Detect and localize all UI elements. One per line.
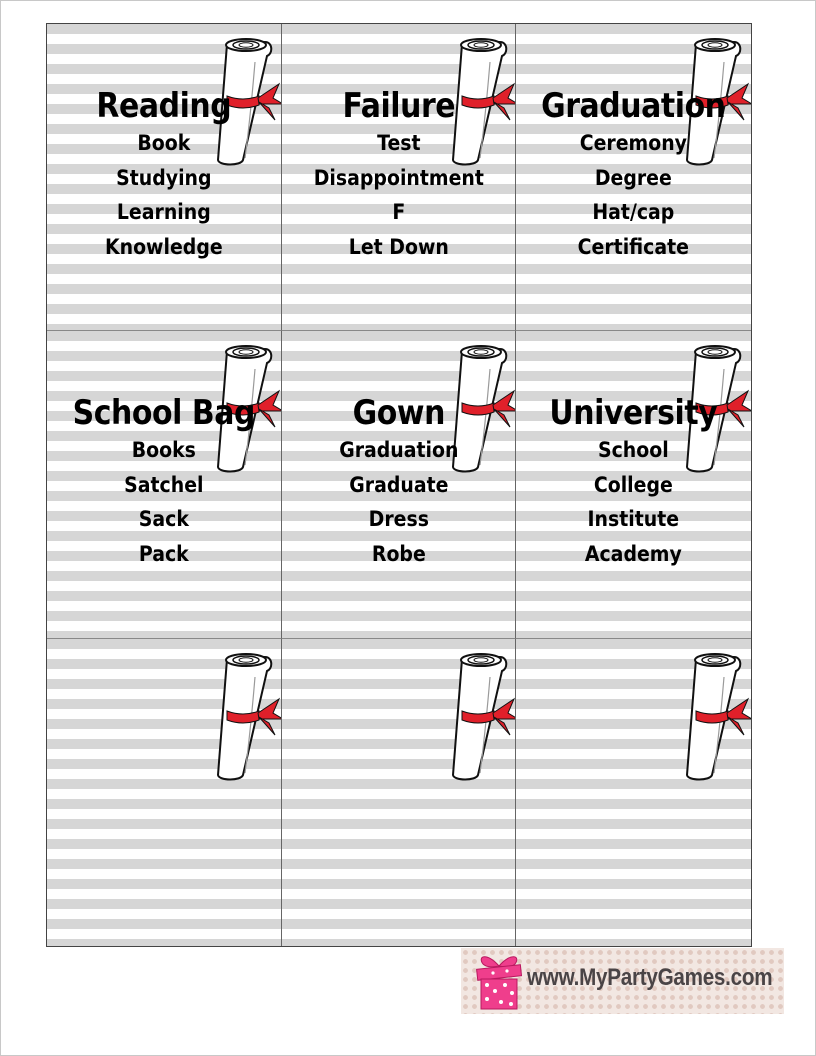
card-word: Satchel (124, 472, 204, 497)
card-word: Academy (585, 541, 683, 566)
card-title: Reading (96, 86, 232, 126)
card-word: Let Down (348, 234, 449, 259)
card-school-bag (47, 331, 282, 638)
site-logo[interactable] (461, 948, 784, 1014)
card-word: Studying (116, 165, 212, 190)
card-word: Book (137, 131, 191, 155)
card-title: University (549, 393, 718, 434)
card-word: Hat/cap (592, 200, 675, 224)
card-word: Test (376, 131, 421, 155)
site-url[interactable]: www.MyPartyGames.com (527, 964, 773, 991)
card-gown (282, 331, 517, 638)
card-word: Robe (371, 541, 426, 566)
card-word: Learning (116, 200, 211, 224)
card-word: Graduate (348, 472, 449, 497)
card-word: Institute (587, 507, 680, 532)
card-graduation (516, 24, 751, 331)
gift-box-icon (471, 950, 527, 1012)
card-word: Ceremony (580, 131, 688, 155)
card-word: College (594, 472, 674, 497)
card-word: F (392, 200, 405, 224)
card-title: Gown (352, 393, 445, 434)
diploma-scroll-icon (684, 653, 751, 781)
card-title: School Bag (72, 393, 256, 434)
card-blank (516, 639, 751, 946)
card-blank (47, 639, 282, 946)
card-failure (282, 24, 517, 331)
card-word: Disappointment (313, 165, 484, 190)
card-word: Knowledge (104, 234, 223, 259)
card-word: Pack (138, 541, 189, 566)
card-word: Certificate (577, 234, 690, 259)
card-word: Graduation (338, 438, 459, 463)
card-reading (47, 24, 282, 331)
card-word: Books (131, 438, 196, 463)
diploma-scroll-icon (215, 653, 282, 781)
card-word: Degree (595, 165, 673, 190)
card-title: Graduation (541, 86, 726, 126)
diploma-scroll-icon (450, 653, 517, 781)
card-university (516, 331, 751, 638)
card-word: Dress (368, 507, 429, 532)
card-word: School (598, 438, 670, 463)
card-grid (46, 23, 752, 947)
card-blank (282, 639, 517, 946)
card-word: Sack (138, 507, 189, 532)
card-title: Failure (342, 86, 455, 126)
